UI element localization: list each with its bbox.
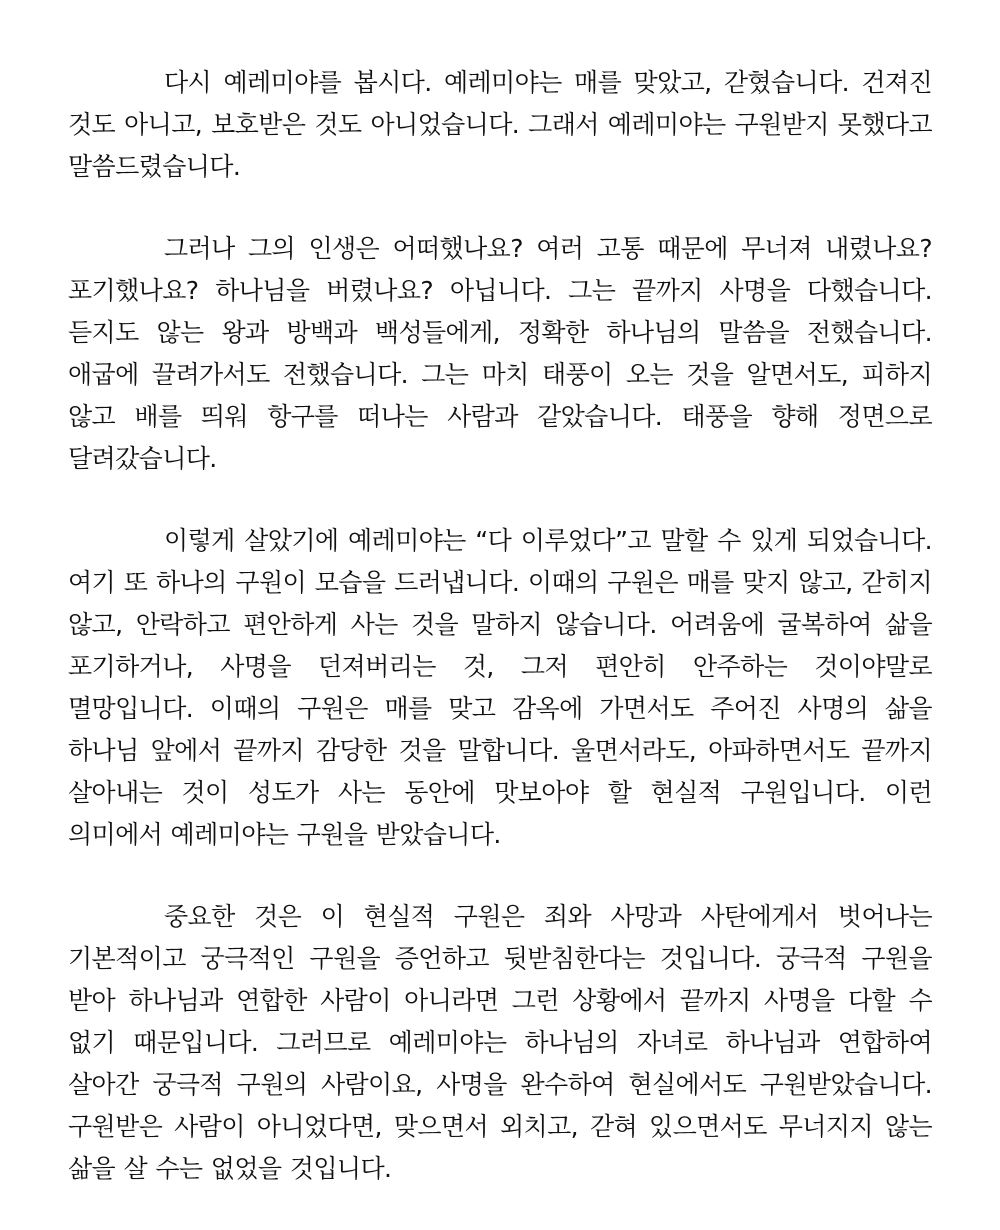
paragraph-realistic-salvation: 이렇게 살았기에 예레미야는 “다 이루었다”고 말할 수 있게 되었습니다. 여기 또 하나의 구원이 모습을 드러냅니다. 이때의 구원은 매를 맞지 않고, 갇히지 않고, 안락하고 편안하게 사는 것을 말하지 않습니다. 어려움에 굴복하여 삶을 포기하거나, 사명을 던져버리는 것, 그저 편안히 안주하는 것이야말로 멸망입니다. 이때의 구원은 매를 맞고 감옥에 가면서도 주어진 사명의 삶을 하나님 앞에서 끝까지 감당한 것을 말합니다. 울면서라도, 아파하면서도 끝까지 살아내는 것이 성도가 사는 동안에 맛보아야 할 현실적 구원입니다. 이런 의미에서 예레미야는 구원을 받았습니다. xyxy=(68,526,932,849)
paragraph-ultimate-salvation: 중요한 것은 이 현실적 구원은 죄와 사망과 사탄에게서 벗어나는 기본적이고 궁극적인 구원을 증언하고 뒷받침한다는 것입니다. 궁극적 구원을 받아 하나님과 연합한 사람이 아니라면 그런 상황에서 끝까지 사명을 다할 수 없기 때문입니다. 그러므로 예레미야는 하나님의 자녀로 하나님과 연합하여 살아간 궁극적 구원의 사람이요, 사명을 완수하여 현실에서도 구원받았습니다. 구원받은 사람이 아니었다면, 맞으면서 외치고, 갇혀 있으면서도 무너지지 않는 삶을 살 수는 없었을 것입니다. xyxy=(68,902,932,1183)
paragraph-jeremiah-beaten: 다시 예레미야를 봅시다. 예레미야는 매를 맞았고, 갇혔습니다. 건져진 것도 아니고, 보호받은 것도 아니었습니다. 그래서 예레미야는 구원받지 못했다고 말씀드렸습니다. xyxy=(68,68,932,181)
paragraph-jeremiah-mission: 그러나 그의 인생은 어떠했나요? 여러 고통 때문에 무너져 내렸나요? 포기했나요? 하나님을 버렸나요? 아닙니다. 그는 끝까지 사명을 다했습니다. 듣지도 않는 왕과 방백과 백성들에게, 정확한 하나님의 말씀을 전했습니다. 애굽에 끌려가서도 전했습니다. 그는 마치 태풍이 오는 것을 알면서도, 피하지 않고 배를 띄워 항구를 떠나는 사람과 같았습니다. 태풍을 향해 정면으로 달려갔습니다. xyxy=(68,234,932,473)
document-page xyxy=(68,62,932,1230)
